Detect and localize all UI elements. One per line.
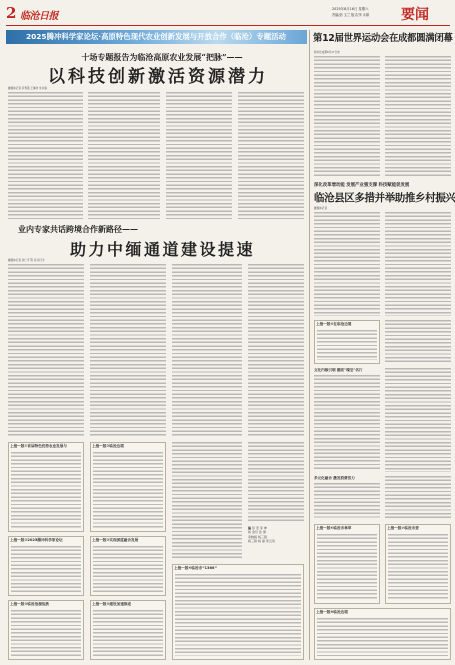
continuation-box-11 bbox=[314, 608, 451, 660]
box-body bbox=[175, 574, 301, 656]
article2-col4 bbox=[248, 264, 304, 438]
box-title: 上接一版④临沧市“1366” bbox=[174, 566, 217, 570]
continuation-box-8 bbox=[314, 320, 380, 364]
continuation-box-2 bbox=[90, 442, 166, 532]
box-title: 上接一版⑤在临沧边境 bbox=[316, 322, 352, 326]
box-title: 上接一版⑦临沧市委 bbox=[387, 526, 419, 530]
paper-name-logo: 临沧日报 bbox=[20, 11, 58, 22]
credit-name: 张 倩 bbox=[258, 530, 266, 535]
article2-kicker: 业内专家共话跨境合作新路径—— bbox=[18, 224, 138, 234]
box-title: 上接一版②临沧边境 bbox=[92, 444, 124, 448]
masthead-rule bbox=[6, 25, 450, 26]
box-title: 上接一版③实现深度融合发展 bbox=[92, 538, 139, 542]
box-title: 上接一版⑧临沧边境 bbox=[316, 610, 348, 614]
credit-name: 杨 丽 bbox=[257, 539, 265, 544]
credit-name: 杨三锋 bbox=[257, 534, 267, 539]
article1-kicker: 十场专题报告为临沧高原农业发展“把脉”—— bbox=[81, 52, 243, 62]
credit-name: 李晓娟 bbox=[248, 534, 258, 539]
date-line: 2025年8月16日 星期六 bbox=[332, 7, 369, 11]
right-sub-byline: 融媒体记者 bbox=[314, 207, 327, 210]
credit-name: 李 坤 bbox=[259, 526, 267, 530]
right-sub-headline: 临沧县区多措并举助推乡村振兴 bbox=[314, 192, 455, 204]
credits-block bbox=[248, 526, 304, 560]
continuation-box-3 bbox=[8, 536, 84, 596]
article1-col1 bbox=[8, 92, 83, 220]
article1-byline: 融媒体记者 李青燕 王琳洋 朱书瑜 bbox=[8, 87, 47, 90]
continuation-box-4 bbox=[90, 536, 166, 596]
box-body bbox=[317, 330, 377, 360]
continuation-box-7 bbox=[172, 564, 304, 660]
subhead-1: 文化内核引领 擦亮“瑰宝”名片 bbox=[314, 368, 363, 372]
masthead bbox=[6, 4, 450, 26]
box-title: 上接一版③临沧沧源佤族 bbox=[10, 602, 49, 606]
article2-byline: 融媒体记者 余仁芳 陈 亮 杨天才 bbox=[8, 259, 46, 262]
box-title: 上接一版②2025腾冲科学家论坛 bbox=[10, 538, 63, 542]
article1-col2 bbox=[88, 92, 160, 220]
editor-line: 责编/彭 玉兰 版式/李 永娣 bbox=[332, 13, 370, 17]
right-body-c bbox=[314, 483, 380, 519]
page-number: 2 bbox=[6, 4, 17, 22]
continuation-box-10 bbox=[385, 524, 451, 604]
article1-headline: 以科技创新激活资源潜力 bbox=[48, 67, 268, 87]
continuation-box-9 bbox=[314, 524, 380, 604]
article3-col4 bbox=[248, 442, 304, 522]
right-article-col2 bbox=[385, 56, 451, 176]
right-headline: 第12届世界运动会在成都圆满闭幕 bbox=[313, 33, 453, 44]
box-body bbox=[11, 452, 81, 528]
box-title: 上接一版⑥临沧市林草 bbox=[316, 526, 352, 530]
box-body bbox=[11, 546, 81, 592]
credit-name: 杨 金玲 bbox=[248, 530, 258, 535]
box-body bbox=[317, 534, 377, 600]
banner-text: 2025腾冲科学家论坛·高原特色现代农业创新发展与开放合作（临沧）专题活动 bbox=[26, 32, 286, 41]
right-sub-kicker: 深化改革增动能 发展产业强支撑 科技赋能促发展 bbox=[314, 183, 410, 188]
section-label: 要闻 bbox=[401, 7, 429, 23]
credit-name: 彭 宏 bbox=[251, 526, 259, 530]
right-divider bbox=[309, 30, 310, 660]
right-sub-col2b bbox=[385, 320, 451, 364]
box-body bbox=[388, 534, 448, 600]
right-body-b bbox=[385, 368, 451, 472]
box-body bbox=[11, 610, 81, 656]
right-byline: 新华社成都8月17日电 bbox=[314, 51, 340, 54]
right-article-col1 bbox=[314, 56, 380, 176]
article2-col2 bbox=[90, 264, 166, 438]
special-event-banner bbox=[6, 30, 307, 44]
article1-col3 bbox=[166, 92, 232, 220]
continuation-box-5 bbox=[8, 600, 84, 660]
article2-headline: 助力中缅通道建设提速 bbox=[70, 240, 256, 259]
article2-col1 bbox=[8, 264, 84, 438]
subhead-2: 多元化融合 激发消费活力 bbox=[314, 476, 355, 480]
credit-name: 李云凤 bbox=[265, 539, 275, 544]
continuation-box-6 bbox=[90, 600, 166, 660]
box-title: 上接一版③建设加速推进 bbox=[92, 602, 131, 606]
right-body-d bbox=[385, 476, 451, 520]
article1-col4 bbox=[238, 92, 304, 220]
credit-name: 杨三锋 bbox=[248, 539, 258, 544]
right-sub-col2 bbox=[385, 212, 451, 316]
article2-col3 bbox=[172, 264, 242, 438]
credits-label: 编 bbox=[248, 526, 252, 530]
right-body-a bbox=[314, 375, 380, 471]
box-body bbox=[93, 452, 163, 528]
right-sub-col1 bbox=[314, 212, 380, 316]
box-body bbox=[93, 610, 163, 656]
article3-col3 bbox=[172, 442, 242, 560]
box-body bbox=[93, 546, 163, 592]
box-body bbox=[317, 618, 448, 656]
continuation-box-1 bbox=[8, 442, 84, 532]
box-title: 上接一版①首届特色优势农业发展与 bbox=[10, 444, 67, 448]
